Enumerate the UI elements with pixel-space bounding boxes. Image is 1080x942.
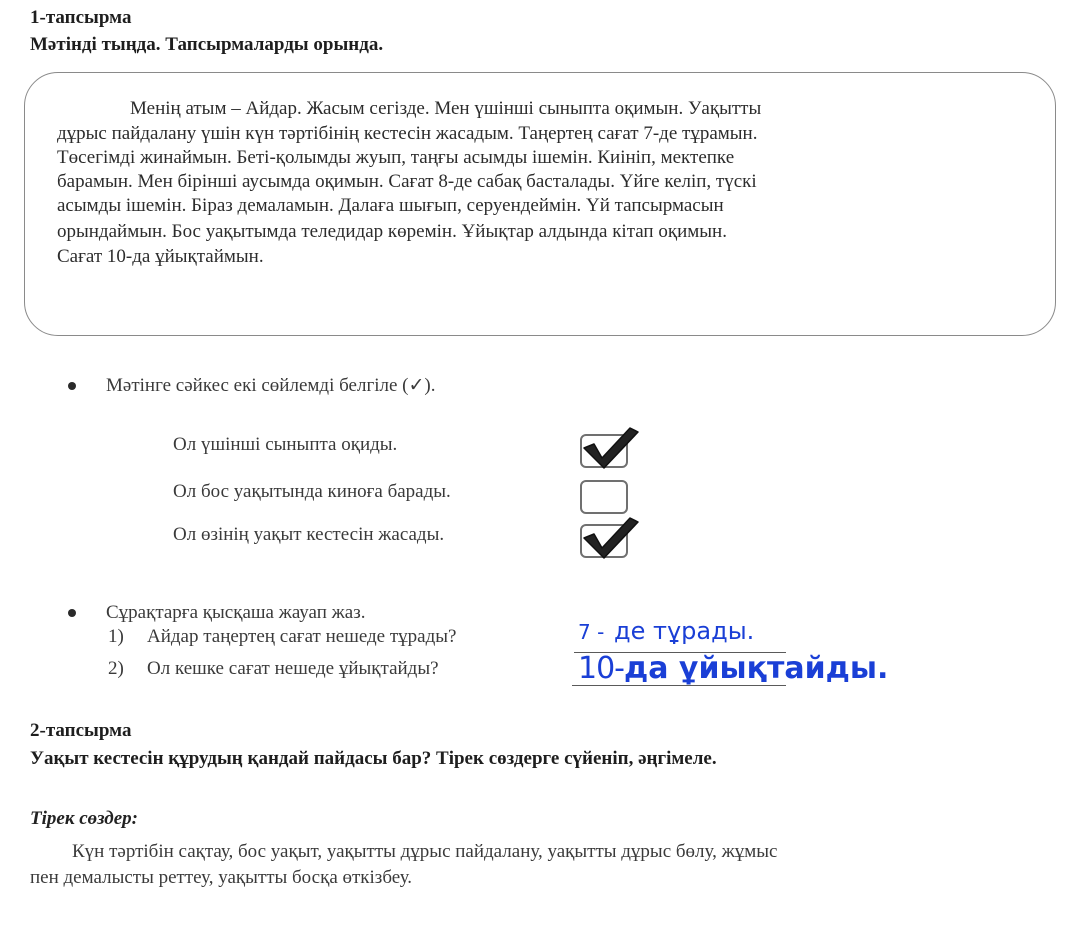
task2-title: 2-тапсырма [30,720,132,741]
checkbox-statement-1[interactable] [580,434,628,468]
story-line: асымды ішемін. Біраз демаламын. Далаға шығып, серуендеймін. Үй тапсырмасын [57,195,724,216]
statement-3: Ол өзінің уақыт кестесін жасады. [173,524,445,545]
story-line: Сағат 10-да ұйықтаймын. [57,246,264,267]
question-1-number: 1) [108,626,124,647]
question-2-text: Ол кешке сағат нешеде ұйықтайды? [147,658,439,679]
bullet-answer-instruction: Сұрақтарға қысқаша жауап жаз. [106,602,366,623]
task1-title: 1-тапсырма [30,7,132,28]
keywords-line: пен демалысты реттеу, уақытты босқа өткізбеу. [30,867,413,888]
answer-2-part-b[interactable]: да ұйықтайды. [624,651,889,686]
keywords-line: Күн тәртібін сақтау, бос уақыт, уақытты дұрыс пайдалану, уақытты дұрыс бөлу, жұмыс [72,841,778,862]
checkmark-icon [580,422,640,472]
checkbox-statement-3[interactable] [580,524,628,558]
task1-instruction: Мәтінді тыңда. Тапсырмаларды орында. [30,34,384,55]
story-line: орындаймын. Бос уақытымда теледидар көремін. Ұйықтар алдында кітап оқимын. [57,221,727,242]
bullet-dot [68,382,76,390]
story-line: дұрыс пайдалану үшін күн тәртібінің кестесін жасадым. Таңертең сағат 7-де тұрамын. [57,123,758,144]
story-line: барамын. Мен бірінші аусымда оқимын. Сағат 8-де сабақ басталады. Үйге келіп, түскі [57,171,757,192]
keywords-label: Тірек сөздер: [30,808,138,829]
task2-question: Уақыт кестесін құрудың қандай пайдасы бар? Тірек сөздерге сүйеніп, әңгімеле. [30,748,717,769]
answer-1-part-a[interactable]: 7 - [578,620,605,644]
checkmark-icon [580,512,640,562]
answer-1-part-b[interactable]: де тұрады. [614,617,755,645]
statement-1: Ол үшінші сыныпта оқиды. [173,434,398,455]
bullet-dot [68,609,76,617]
bullet-check-instruction: Мәтінге сәйкес екі сөйлемді белгіле (✓). [106,375,436,396]
question-1-text: Айдар таңертең сағат нешеде тұрады? [147,626,457,647]
statement-2: Ол бос уақытында киноға барады. [173,481,451,502]
checkbox-statement-2[interactable] [580,480,628,514]
story-line: Менің атым – Айдар. Жасым сегізде. Мен үшінші сыныпта оқимын. Уақытты [130,98,762,119]
answer-2-part-a[interactable]: 10- [578,651,624,686]
story-line: Төсегімді жинаймын. Беті-қолымды жуып, таңғы асымды ішемін. Киініп, мектепке [57,147,735,168]
question-2-number: 2) [108,658,124,679]
